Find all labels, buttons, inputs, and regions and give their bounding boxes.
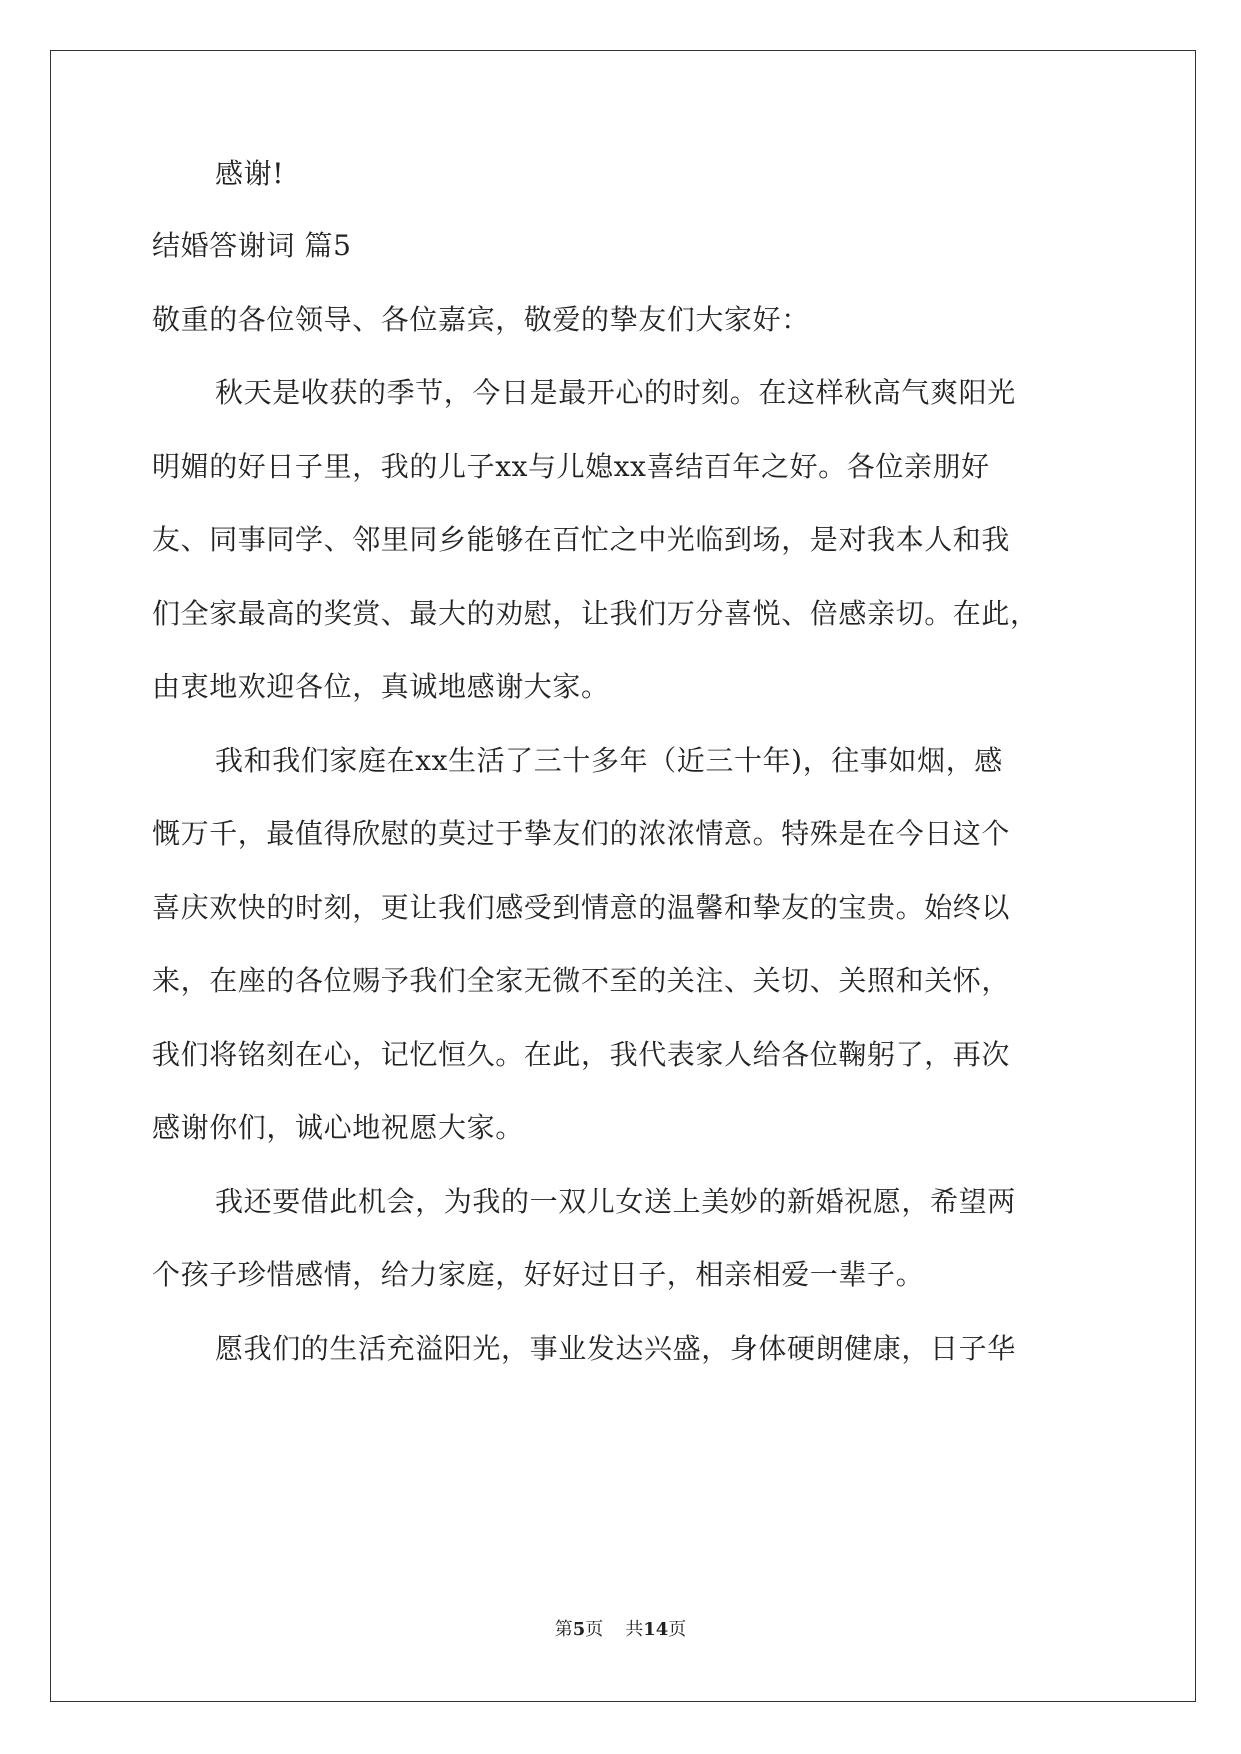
text-line: 来，在座的各位赐予我们全家无微不至的关注、关切、关照和关怀， [152, 964, 1011, 997]
text-line: 秋天是收获的季节，今日是最开心的时刻。在这样秋高气爽阳光 [215, 376, 1016, 409]
salutation-line: 敬重的各位领导、各位嘉宾，敬爱的挚友们大家好： [152, 303, 810, 336]
total-prefix: 共 [625, 1619, 644, 1640]
text-line: 感谢! [215, 157, 285, 190]
text-line: 喜庆欢快的时刻，更让我们感受到情意的温馨和挚友的宝贵。始终以 [152, 891, 1011, 924]
page-border [50, 50, 1196, 1702]
text-line: 感谢你们，诚心地祝愿大家。 [152, 1111, 524, 1144]
text-line: 我和我们家庭在xx生活了三十多年（近三十年)，往事如烟，感 [215, 744, 1003, 777]
text-line: 慨万千，最值得欣慰的莫过于挚友们的浓浓情意。特殊是在今日这个 [152, 817, 1011, 850]
total-pages: 14 [643, 1619, 669, 1640]
text-line: 个孩子珍惜感情，给力家庭，好好过日子，相亲相爱一辈子。 [152, 1258, 925, 1291]
text-line: 愿我们的生活充溢阳光，事业发达兴盛，身体硬朗健康，日子华 [215, 1332, 1016, 1365]
text-line: 由衷地欢迎各位，真诚地感谢大家。 [152, 670, 610, 703]
text-line: 我还要借此机会，为我的一双儿女送上美妙的新婚祝愿，希望两 [215, 1185, 1016, 1218]
page-prefix: 第 [554, 1619, 573, 1640]
page-footer [0, 1618, 1241, 1642]
page-number: 5 [572, 1619, 586, 1640]
page-suffix: 页 [585, 1619, 604, 1640]
text-line: 我们将铭刻在心，记忆恒久。在此，我代表家人给各位鞠躬了，再次 [152, 1038, 1011, 1071]
text-line: 明媚的好日子里，我的儿子xx与儿媳xx喜结百年之好。各位亲朋好 [152, 450, 990, 483]
total-suffix: 页 [668, 1619, 687, 1640]
section-heading: 结婚答谢词 篇5 [152, 229, 352, 262]
text-line: 友、同事同学、邻里同乡能够在百忙之中光临到场，是对我本人和我 [152, 523, 1011, 556]
text-line: 们全家最高的奖赏、最大的劝慰，让我们万分喜悦、倍感亲切。在此， [152, 597, 1039, 630]
